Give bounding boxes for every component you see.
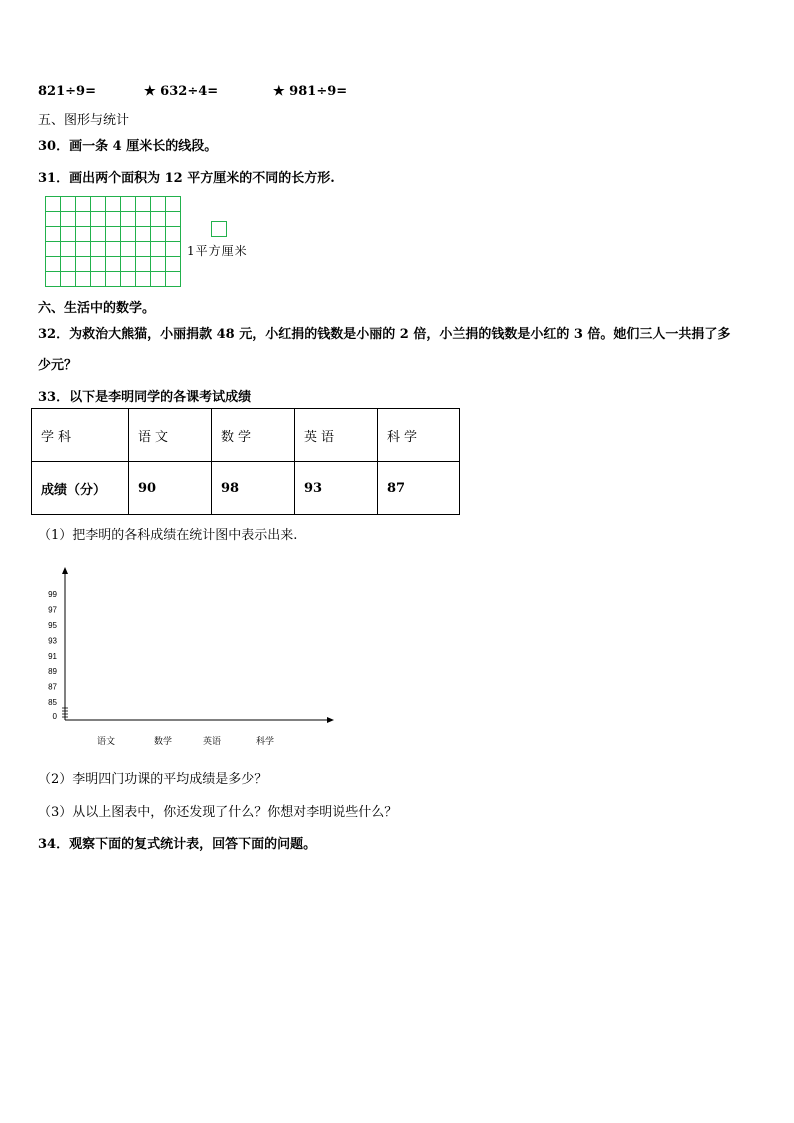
grid-cell <box>151 242 166 257</box>
table-cell: 英语 <box>295 409 378 462</box>
question-34: 34．观察下面的复式统计表，回答下面的问题。 <box>38 837 317 852</box>
y-tick-label: 0 <box>52 712 57 721</box>
grid-cell <box>76 272 91 287</box>
grid-cell <box>61 242 76 257</box>
grid-cell <box>166 272 181 287</box>
square-grid <box>45 196 181 287</box>
grid-cell <box>166 197 181 212</box>
grid-cell <box>121 242 136 257</box>
grid-cell <box>106 227 121 242</box>
grid-cell <box>91 197 106 212</box>
score-chart <box>30 562 350 757</box>
grid-cell <box>106 197 121 212</box>
table-cell: 学科 <box>32 409 129 462</box>
y-tick-label: 87 <box>48 682 57 692</box>
grid-cell <box>151 227 166 242</box>
question-32-line1: 32．为救治大熊猫，小丽捐款 48 元，小红捐的钱数是小丽的 2 倍，小兰捐的钱数是小红的 3 倍。她们三人一共捐了多 <box>38 327 731 342</box>
table-row <box>32 462 460 515</box>
question-30: 30．画一条 4 厘米长的线段。 <box>38 139 218 154</box>
grid-cell <box>121 272 136 287</box>
grid-cell <box>151 197 166 212</box>
grid-cell <box>46 212 61 227</box>
grid-cell <box>136 197 151 212</box>
grid-cell <box>61 197 76 212</box>
grid-cell <box>91 212 106 227</box>
grid-cell <box>121 212 136 227</box>
calc-item-1: 821÷9= <box>38 84 96 99</box>
table-cell: 科学 <box>378 409 460 462</box>
grid-cell <box>46 197 61 212</box>
y-axis-arrow <box>62 567 68 574</box>
grid-cell <box>76 257 91 272</box>
grid-cell <box>61 212 76 227</box>
grid-cell <box>61 227 76 242</box>
section-five-title: 五、图形与统计 <box>38 113 130 128</box>
grid-cell <box>91 257 106 272</box>
calc-item-2: ★ 632÷4= <box>144 84 219 99</box>
y-tick-label: 93 <box>48 636 57 646</box>
grid-cell <box>46 272 61 287</box>
grid-cell <box>46 257 61 272</box>
question-31: 31．画出两个面积为 12 平方厘米的不同的长方形. <box>38 171 335 186</box>
grid-cell <box>91 242 106 257</box>
grid-cell <box>76 212 91 227</box>
y-tick-label: 91 <box>48 651 57 661</box>
table-cell: 87 <box>378 462 460 515</box>
grid-cell <box>106 242 121 257</box>
grid-cell <box>151 257 166 272</box>
table-cell: 90 <box>129 462 212 515</box>
y-tick-label: 95 <box>48 621 57 630</box>
table-header-row <box>32 409 460 462</box>
table-cell: 语文 <box>129 409 212 462</box>
grid-cell <box>166 227 181 242</box>
scores-table <box>31 408 460 515</box>
x-tick-label: 科学 <box>255 736 275 746</box>
grid-cell <box>76 197 91 212</box>
grid-cell <box>136 242 151 257</box>
table-cell: 数学 <box>212 409 295 462</box>
y-tick-label: 89 <box>48 667 57 677</box>
grid-cell <box>61 272 76 287</box>
x-axis-arrow <box>327 717 334 723</box>
question-33-sub3: （3）从以上图表中，你还发现了什么？你想对李明说些什么？ <box>38 805 398 820</box>
question-33-sub1: （1）把李明的各科成绩在统计图中表示出来. <box>38 528 298 543</box>
grid-cell <box>136 257 151 272</box>
grid-cell <box>106 257 121 272</box>
calc-item-3: ★ 981÷9= <box>273 84 348 99</box>
grid-cell <box>46 227 61 242</box>
grid-cell <box>91 227 106 242</box>
table-cell: 93 <box>295 462 378 515</box>
x-tick-label: 语文 <box>96 736 116 746</box>
y-tick-label: 85 <box>48 698 57 707</box>
grid-cell <box>76 242 91 257</box>
grid-cell <box>121 257 136 272</box>
table-cell: 98 <box>212 462 295 515</box>
grid-cell <box>136 272 151 287</box>
x-tick-label: 英语 <box>202 736 222 746</box>
grid-cell <box>136 227 151 242</box>
grid-cell <box>91 272 106 287</box>
grid-cell <box>61 257 76 272</box>
section-six-title: 六、生活中的数学。 <box>38 301 156 316</box>
question-33-sub2: （2）李明四门功课的平均成绩是多少？ <box>38 772 268 787</box>
grid-cell <box>121 197 136 212</box>
question-33: 33．以下是李明同学的各课考试成绩 <box>38 390 252 405</box>
grid-cell <box>46 242 61 257</box>
grid-cell <box>121 227 136 242</box>
table-cell: 成绩（分） <box>32 462 129 515</box>
grid-cell <box>151 212 166 227</box>
question-32-line2: 少元？ <box>38 358 78 373</box>
x-tick-label: 数学 <box>153 736 173 746</box>
grid-cell <box>76 227 91 242</box>
grid-cell <box>106 212 121 227</box>
grid-cell <box>151 272 166 287</box>
grid-cell <box>166 242 181 257</box>
unit-square-label: 1平方厘米 <box>187 244 248 258</box>
grid-cell <box>106 272 121 287</box>
unit-square <box>211 221 227 237</box>
y-tick-label: 99 <box>48 590 57 600</box>
grid-cell <box>166 257 181 272</box>
grid-cell <box>136 212 151 227</box>
y-tick-label: 97 <box>48 605 57 615</box>
grid-cell <box>166 212 181 227</box>
